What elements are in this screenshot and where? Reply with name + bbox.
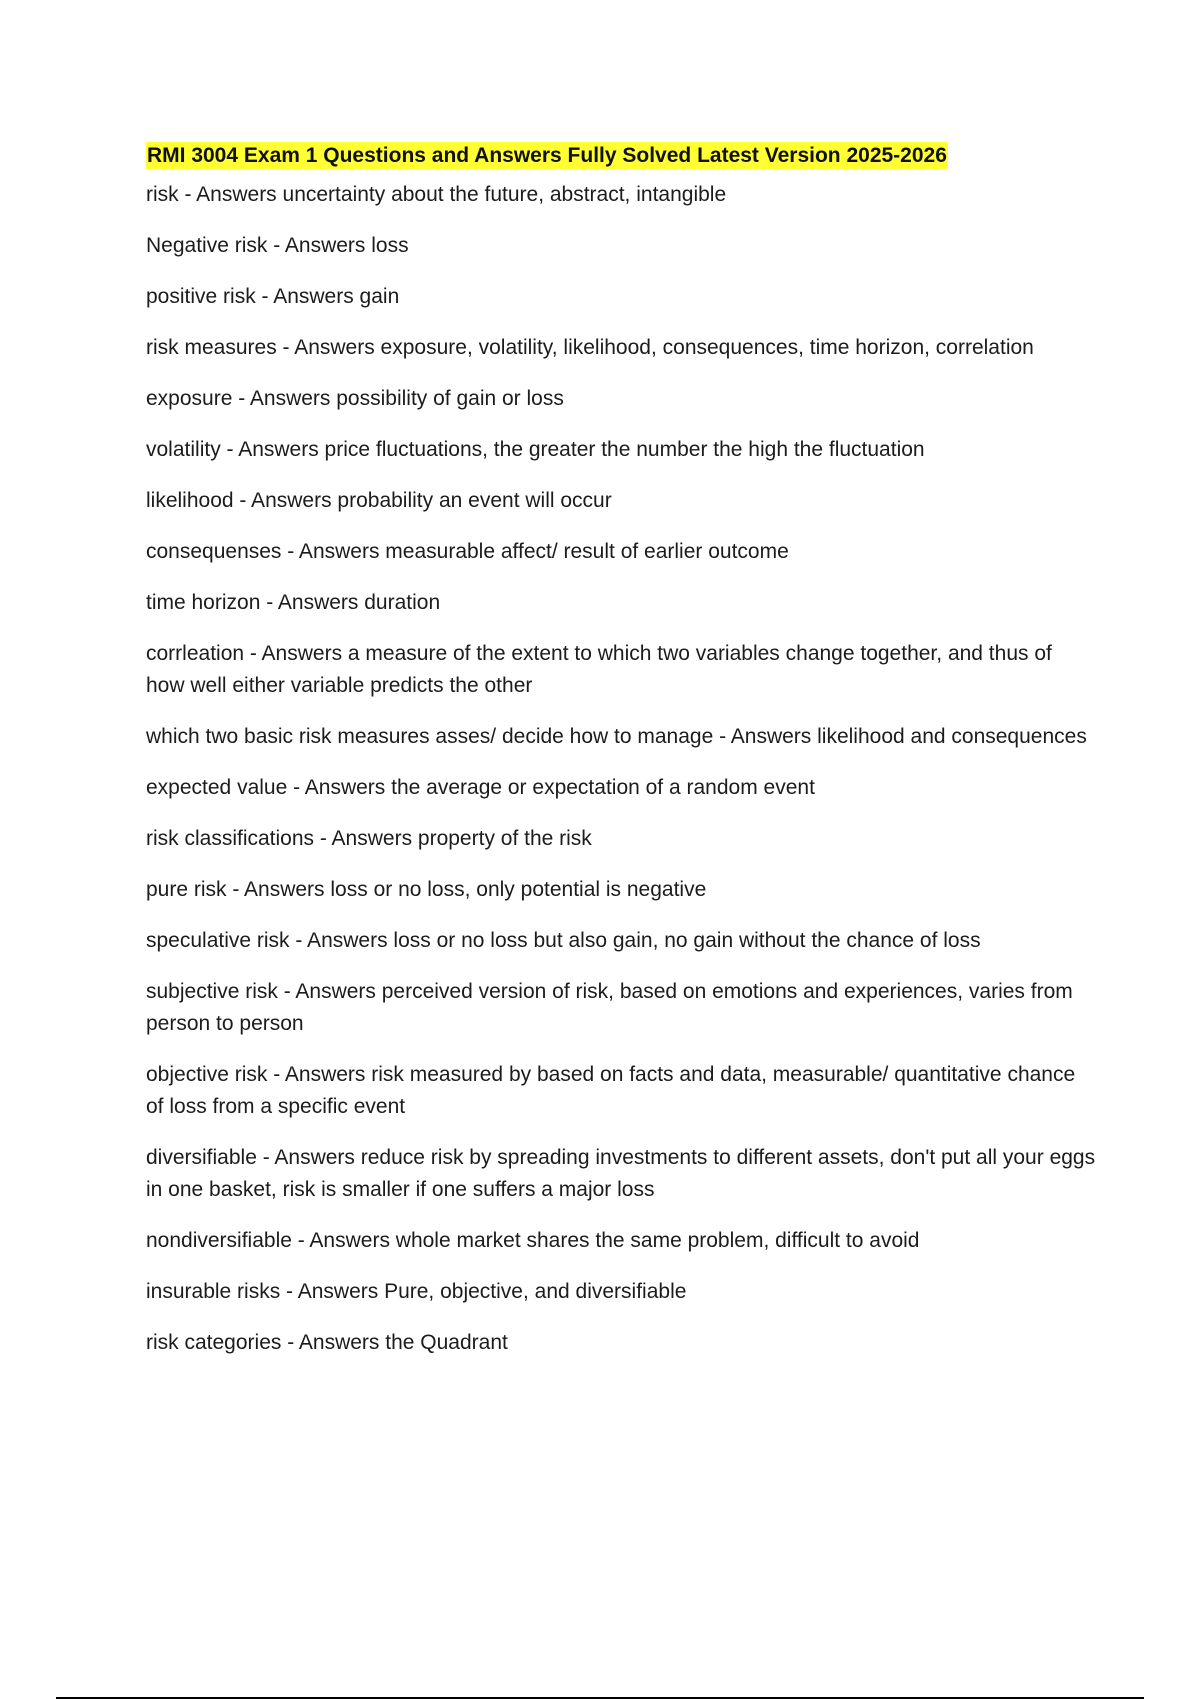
qa-item-risk-classifications: risk classifications - Answers property of the risk: [146, 827, 592, 850]
qa-item-risk-categories: risk categories - Answers the Quadrant: [146, 1331, 508, 1354]
qa-item-negative-risk: Negative risk - Answers loss: [146, 234, 409, 257]
qa-item-insurable-risks: insurable risks - Answers Pure, objective, and diversifiable: [146, 1280, 687, 1303]
qa-item-expected-value: expected value - Answers the average or expectation of a random event: [146, 776, 815, 799]
qa-item-nondiversifiable: nondiversifiable - Answers whole market shares the same problem, difficult to avoid: [146, 1229, 920, 1252]
qa-item-positive-risk: positive risk - Answers gain: [146, 285, 400, 308]
qa-item-consequenses: consequenses - Answers measurable affect/ result of earlier outcome: [146, 540, 789, 563]
footer-rule: [56, 1697, 1144, 1699]
qa-item-subjective-risk: subjective risk - Answers perceived version of risk, based on emotions and experiences, varies from person to person: [146, 980, 1073, 1035]
qa-item-likelihood: likelihood - Answers probability an event will occur: [146, 489, 612, 512]
qa-item-risk-measures: risk measures - Answers exposure, volatility, likelihood, consequences, time horizon, correlation: [146, 336, 1034, 359]
qa-item-time-horizon: time horizon - Answers duration: [146, 591, 441, 614]
qa-item-speculative-risk: speculative risk - Answers loss or no loss but also gain, no gain without the chance of loss: [146, 929, 981, 952]
qa-item-risk: risk - Answers uncertainty about the future, abstract, intangible: [146, 183, 727, 206]
qa-item-diversifiable: diversifiable - Answers reduce risk by spreading investments to different assets, don't put all your eggs in one basket, risk is smaller if one suffers a major loss: [146, 1146, 1096, 1201]
qa-item-objective-risk: objective risk - Answers risk measured by based on facts and data, measurable/ quantitative chance of loss from a specific event: [146, 1063, 1076, 1118]
qa-item-exposure: exposure - Answers possibility of gain or loss: [146, 387, 564, 410]
document-body: [146, 142, 1096, 1378]
qa-item-corrleation: corrleation - Answers a measure of the extent to which two variables change together, and thus of how well either variable predicts the other: [146, 642, 1052, 697]
qa-item-two-basic-measures: which two basic risk measures asses/ decide how to manage - Answers likelihood and consequences: [146, 725, 1087, 748]
document-title: RMI 3004 Exam 1 Questions and Answers Fully Solved Latest Version 2025-2026: [147, 144, 947, 167]
qa-list: [146, 179, 1096, 1359]
qa-item-volatility: volatility - Answers price fluctuations, the greater the number the high the fluctuation: [146, 438, 925, 461]
qa-item-pure-risk: pure risk - Answers loss or no loss, only potential is negative: [146, 878, 707, 901]
